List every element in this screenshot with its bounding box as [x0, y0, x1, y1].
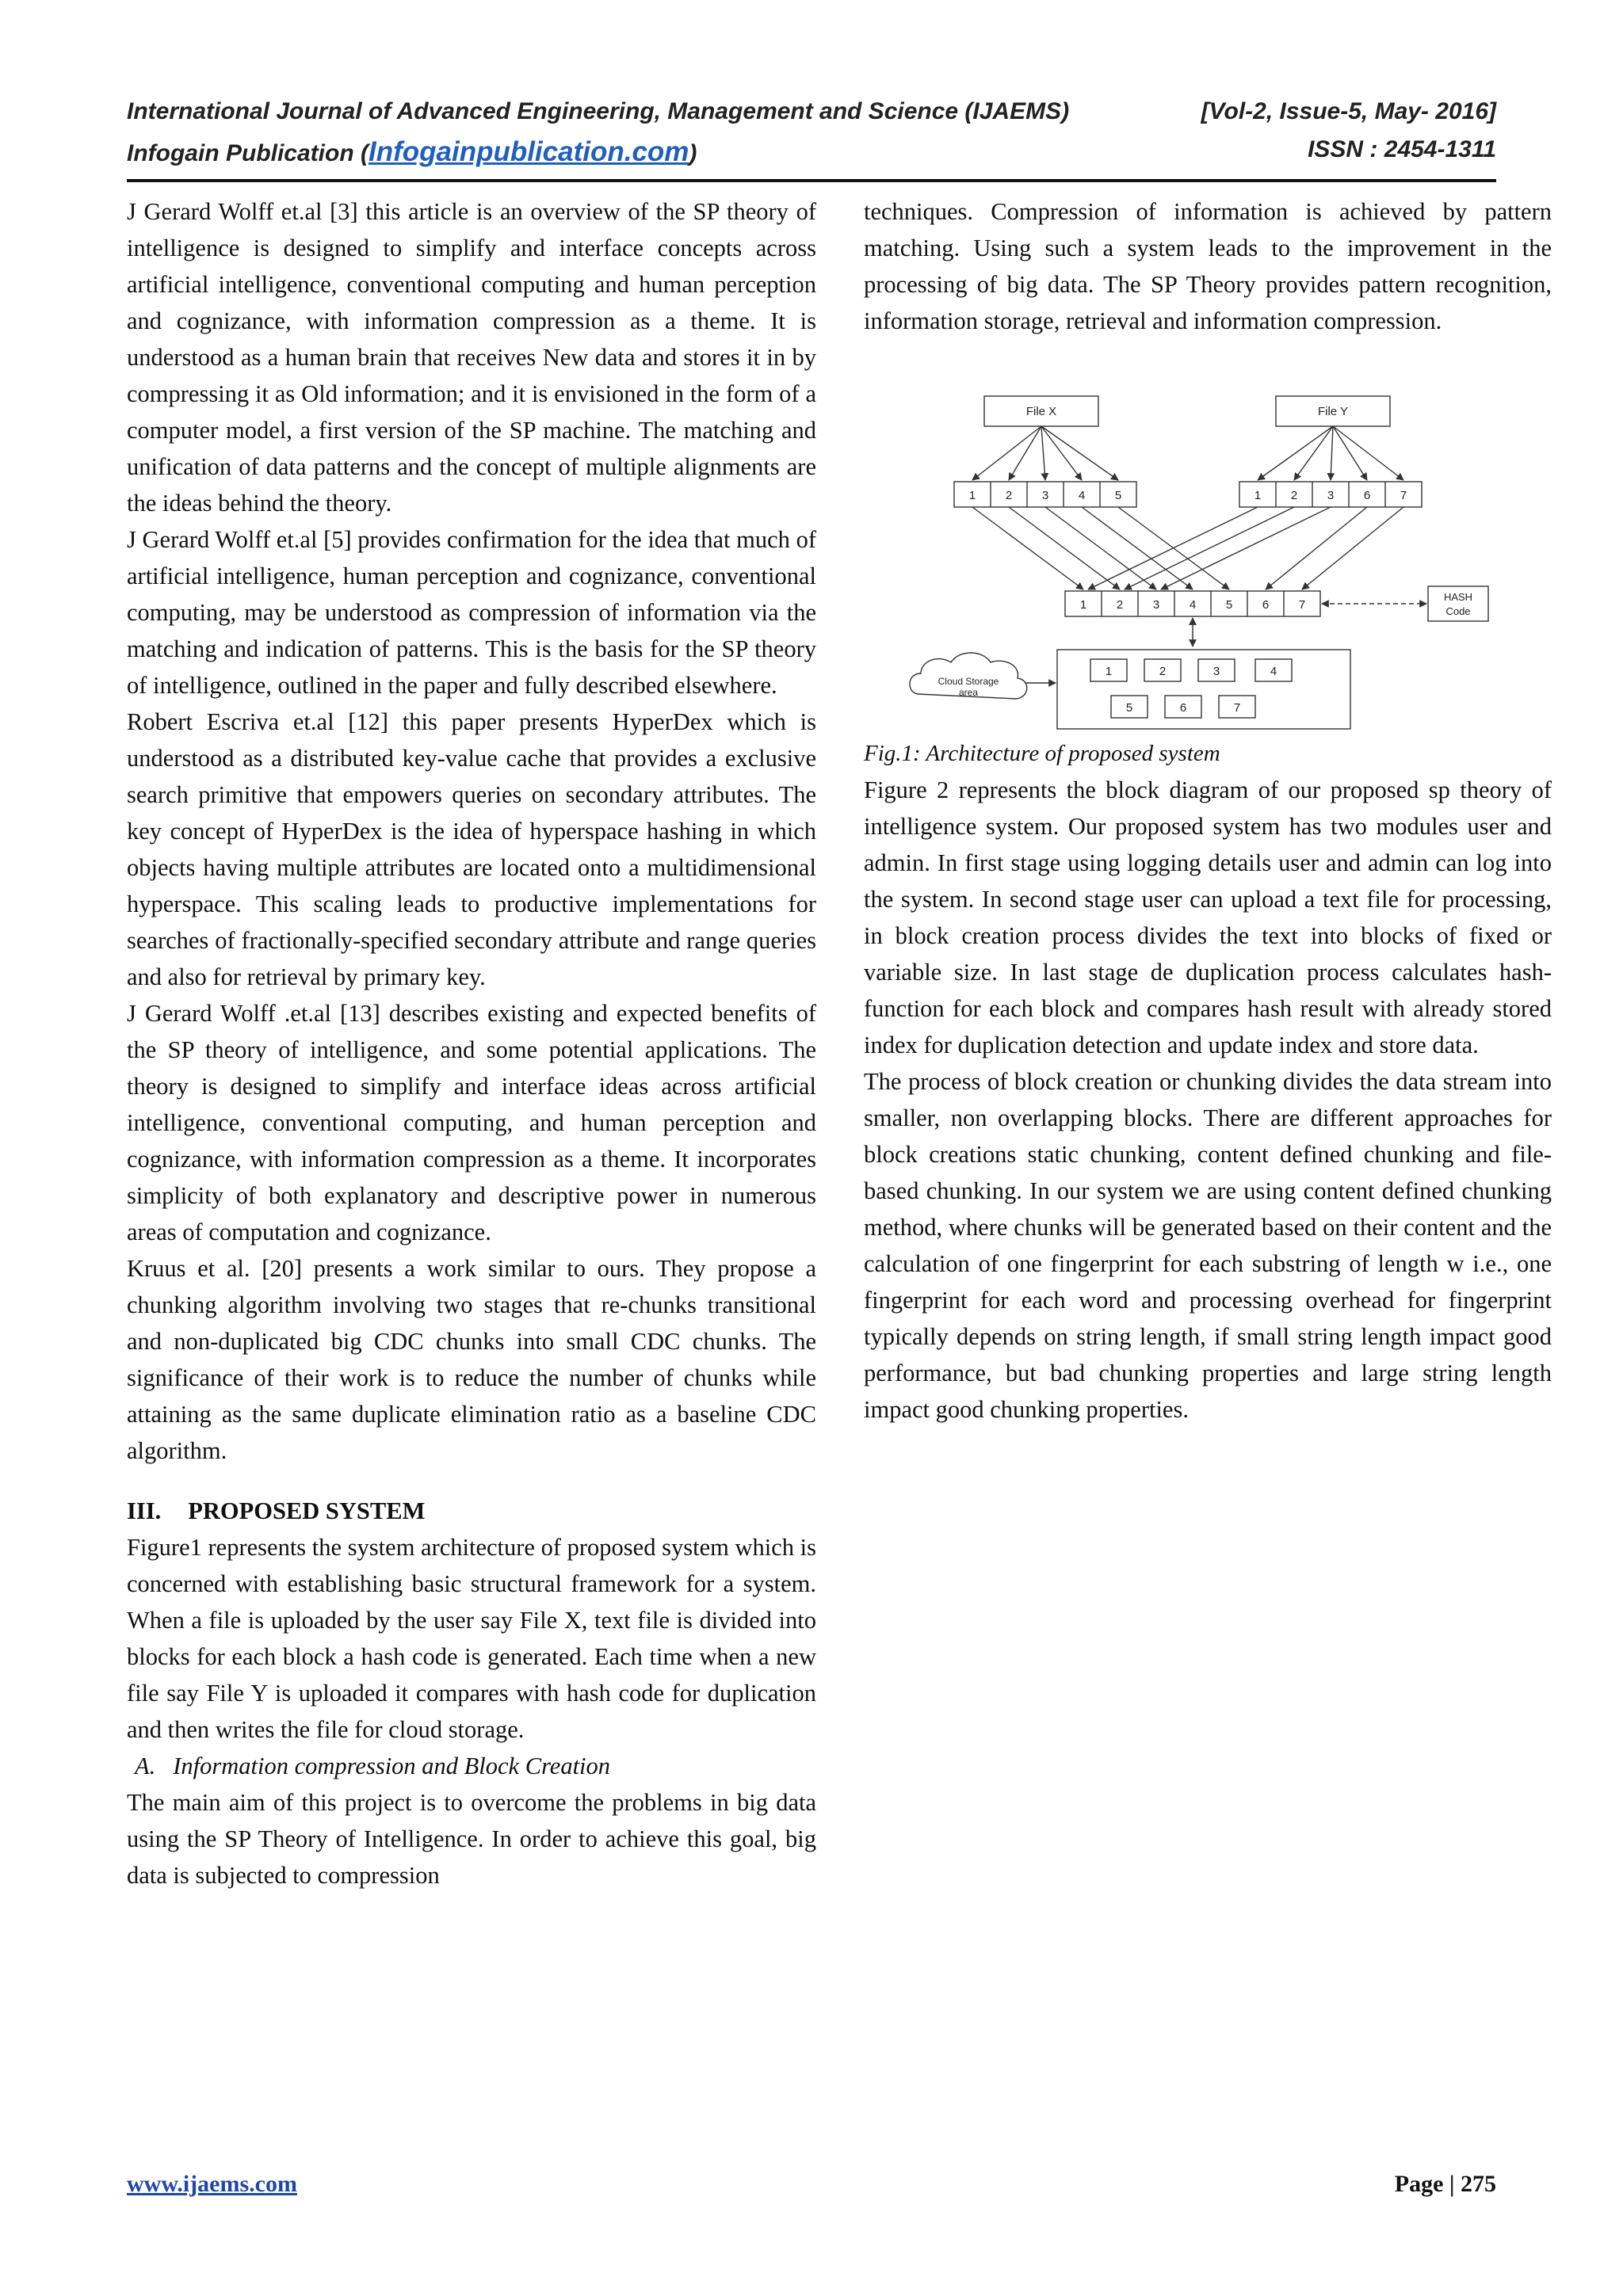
file-y-label: File Y	[1317, 405, 1349, 418]
subsection-heading	[127, 1748, 816, 1784]
paragraph: J Gerard Wolff et.al [3] this article is an overview of the SP theory of intelligence is designed to simplify and interface concepts across artificial intelligence, conventional computing and human perception and cognizance, with information compression as a theme. It is understood as a human brain that receives New data and stores it in by compressing it as Old information; and it is envisioned in the form of a computer model, a first version of the SP machine. The matching and unification of data patterns and the concept of multiple alignments are the ideas behind the theory.	[127, 198, 816, 517]
storage-box	[1057, 650, 1350, 729]
block-label: 2	[1290, 489, 1298, 502]
issn: ISSN : 2454-1311	[1308, 136, 1496, 162]
merged-blocks	[1065, 591, 1320, 616]
block-label: 1	[968, 489, 976, 502]
architecture-figure	[864, 387, 1552, 772]
publisher-prefix: Infogain Publication (	[127, 140, 369, 166]
publisher-suffix: )	[689, 140, 697, 166]
block-label: 6	[1363, 489, 1371, 502]
paragraph: The main aim of this project is to overcome the problems in big data using the SP Theory of Intelligence. In order to achieve this goal, big data is subjected to compression	[127, 1789, 816, 1889]
block-label: 7	[1400, 489, 1407, 502]
block-label: 2	[1159, 665, 1167, 678]
block-label: 7	[1233, 701, 1241, 715]
cloud-storage-icon	[910, 653, 1027, 699]
code-label: Code	[1445, 605, 1471, 617]
block-label: 4	[1078, 489, 1086, 502]
paragraph: Kruus et al. [20] presents a work similar to ours. They propose a chunking algorithm involving two stages that re-chunks transitional and non-duplicated big CDC chunks into small CDC chunks. The significance of their work is to reduce the number of chunks while attaining as the same duplicate elimination ratio as a baseline CDC algorithm.	[127, 1255, 816, 1464]
page-number: Page | 275	[1394, 2171, 1496, 2197]
block-label: 4	[1189, 598, 1197, 612]
file-y-blocks	[1239, 482, 1422, 507]
paragraph: The process of block creation or chunking divides the data stream into smaller, non overlapping blocks. There are different approaches for block creations static chunking, content defined chunking and file-based chunking. In our system we are using content defined chunking method, where chunks will be generated based on their content and the calculation of one fingerprint for each substring of length w i.e., one fingerprint for each word and processing overhead for fingerprint typically depends on string length, if small string length impact good performance, but bad chunking properties and large string length impact good chunking properties.	[864, 1068, 1552, 1423]
block-label: 1	[1254, 489, 1262, 502]
header-rule	[127, 179, 1496, 182]
block-label: 7	[1298, 598, 1306, 612]
block-label: 1	[1105, 665, 1113, 678]
publisher-info	[127, 136, 697, 168]
section-heading	[127, 1493, 816, 1529]
block-label: 6	[1262, 598, 1270, 612]
block-label: 3	[1152, 598, 1160, 612]
block-label: 2	[1005, 489, 1013, 502]
block-label: 2	[1116, 598, 1124, 612]
block-label: 5	[1125, 701, 1133, 715]
hash-label: HASH	[1443, 591, 1473, 603]
cloud-label: Cloud Storage	[938, 676, 999, 687]
block-to-merged-arrows	[972, 507, 1403, 589]
right-column	[864, 193, 1552, 1428]
block-label: 4	[1270, 665, 1277, 678]
block-label: 3	[1327, 489, 1335, 502]
paragraph: techniques. Compression of information is achieved by pattern matching. Using such a system leads to the improvement in the processing of big data. The SP Theory provides pattern recognition, information storage, retrieval and information compression.	[864, 198, 1552, 334]
file-x-blocks	[954, 482, 1136, 507]
journal-title: International Journal of Advanced Engineering, Management and Science (IJAEMS)	[127, 98, 1070, 124]
volume-info: [Vol-2, Issue-5, May- 2016]	[1201, 98, 1496, 124]
block-label: 5	[1114, 489, 1122, 502]
block-label: 6	[1179, 701, 1187, 715]
block-label: 3	[1212, 665, 1220, 678]
cloud-area-label: area	[958, 687, 979, 698]
figure-caption: Fig.1: Architecture of proposed system	[864, 741, 1220, 766]
paragraph: Figure1 represents the system architecture of proposed system which is concerned with establishing basic structural framework for a system. When a file is uploaded by the user say File X, text file is divided into blocks for each block a hash code is generated. Each time when a new file say File Y is uploaded it compares with hash code for duplication and then writes the file for cloud storage.	[127, 1534, 816, 1743]
subsection-title: Information compression and Block Creation	[173, 1753, 611, 1779]
section-number: III.	[127, 1497, 162, 1524]
file-to-block-arrows	[972, 426, 1403, 480]
architecture-diagram	[907, 387, 1509, 735]
block-label: 3	[1041, 489, 1049, 502]
section-title: PROPOSED SYSTEM	[188, 1497, 426, 1524]
subsection-letter: A.	[135, 1753, 156, 1779]
block-label: 1	[1079, 598, 1087, 612]
paragraph: Robert Escriva et.al [12] this paper presents HyperDex which is understood as a distributed key-value cache that provides a exclusive search primitive that empowers queries on secondary attributes. The key concept of HyperDex is the idea of hyperspace hashing in which objects having multiple attributes are located onto a multidimensional hyperspace. This scaling leads to productive implementations for searches of fractionally-specified secondary attribute and range queries and also for retrieval by primary key.	[127, 708, 816, 990]
left-column	[127, 193, 816, 1894]
footer-website-link[interactable]: www.ijaems.com	[127, 2171, 297, 2197]
block-label: 5	[1225, 598, 1233, 612]
file-x-label: File X	[1025, 405, 1057, 418]
paragraph: J Gerard Wolff et.al [5] provides confirmation for the idea that much of artificial intelligence, human perception and cognizance, conventional computing, may be understood as compression of information via the matching and indication of patterns. This is the basis for the SP theory of intelligence, outlined in the paper and fully described elsewhere.	[127, 526, 816, 699]
publisher-link[interactable]: Infogainpublication.com	[368, 136, 689, 167]
paragraph: J Gerard Wolff .et.al [13] describes existing and expected benefits of the SP theory of intelligence, and some potential applications. The theory is designed to simplify and interface ideas across artificial intelligence, conventional computing, and human perception and cognizance, with information compression as a theme. It incorporates simplicity of both explanatory and descriptive power in numerous areas of computation and cognizance.	[127, 1000, 816, 1245]
paragraph: Figure 2 represents the block diagram of our proposed sp theory of intelligence system. Our proposed system has two modules user and admin. In first stage using logging details user and admin can log into the system. In second stage user can upload a text file for processing, in block creation process divides the text into blocks of fixed or variable size. In last stage de duplication process calculates hash-function for each block and compares hash result with already stored index for duplication detection and update index and store data.	[864, 776, 1552, 1058]
